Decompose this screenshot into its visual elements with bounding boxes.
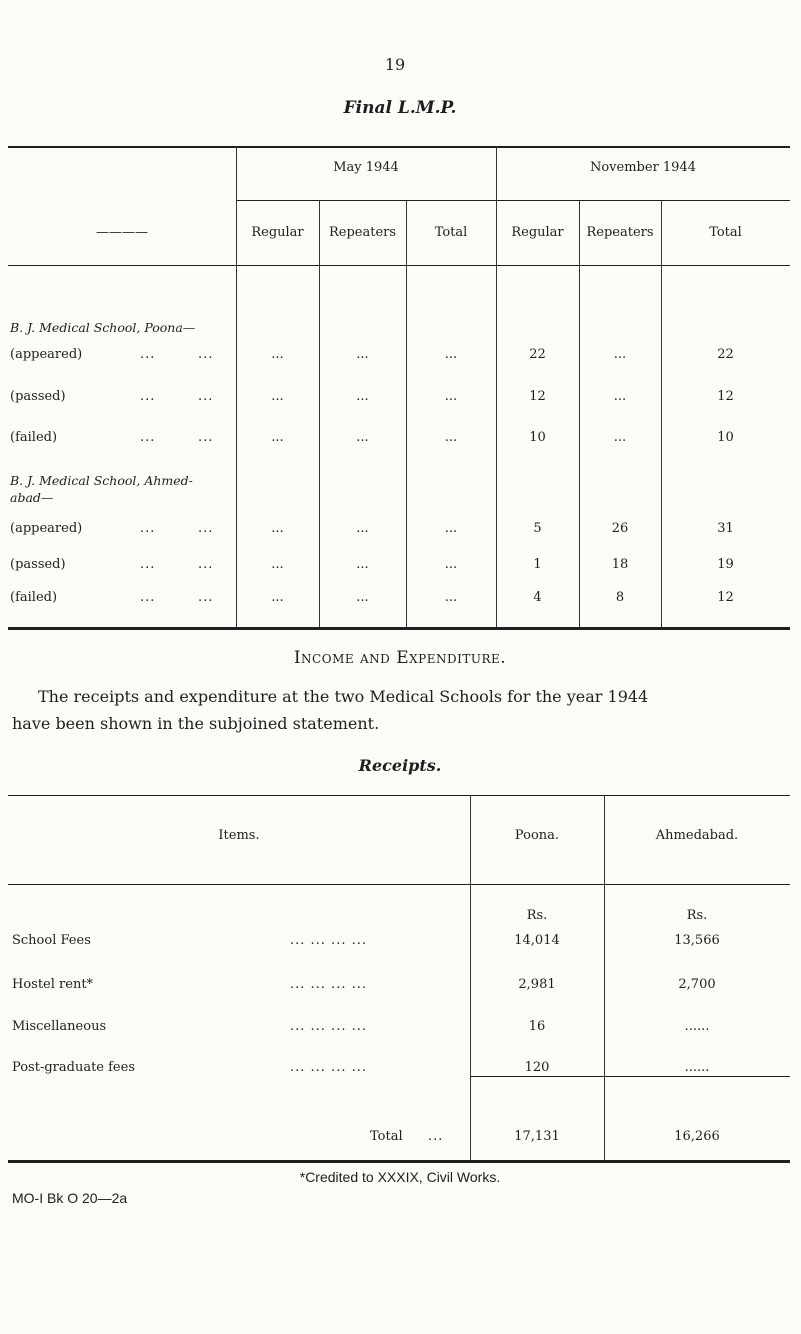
cell: ... [271, 389, 284, 404]
row-leader: ... [140, 557, 156, 572]
cell: 8 [615, 590, 625, 605]
cell: ... [613, 389, 627, 404]
subheader-repeaters: Repeaters [328, 225, 397, 240]
print-mark: MO-I Bk O 20—2a [12, 1190, 128, 1206]
row-leader: ... ... ... ... [290, 933, 367, 948]
poona-value: 120 [524, 1060, 550, 1075]
cell: 5 [533, 521, 542, 536]
item-label: School Fees [12, 933, 91, 948]
subheader-total: Total [709, 225, 742, 240]
cell: 22 [717, 347, 734, 362]
period-header-may-1944: May 1944 [333, 160, 399, 175]
poona-value: 16 [528, 1019, 546, 1034]
row-leader: ... ... ... ... [290, 1019, 367, 1034]
cell: ... [613, 430, 627, 445]
poona-value: 2,981 [518, 977, 556, 992]
intro-line-1: The receipts and expenditure at the two Medical Schools for the year 1944 [38, 687, 649, 706]
row-label: (passed) [10, 557, 66, 572]
cell: ... [356, 590, 369, 605]
ahmedabad-value: 13,566 [674, 933, 720, 948]
cell: ... [356, 557, 369, 572]
cell: ... [356, 389, 369, 404]
footnote: *Credited to XXXIX, Civil Works. [299, 1169, 501, 1185]
row-leader: ... [198, 590, 214, 605]
page-number: 19 [384, 55, 406, 74]
section-title: Final L.M.P. [343, 98, 457, 118]
ahmedabad-total: 16,266 [674, 1129, 720, 1144]
ahmedabad-value: ...... [684, 1019, 710, 1034]
item-label: Hostel rent* [12, 977, 94, 992]
row-leader: ... [140, 521, 156, 536]
intro-line-2: have been shown in the subjoined statement. [12, 714, 380, 733]
cell: ... [444, 389, 458, 404]
cell: ... [444, 347, 458, 362]
period-header-nov-1944: November 1944 [589, 160, 696, 175]
ahmedabad-value: ...... [684, 1060, 710, 1075]
cell: 26 [611, 521, 629, 536]
cell: 22 [529, 347, 546, 362]
header-ahmedabad: Ahmedabad. [655, 828, 739, 843]
row-label: (failed) [10, 430, 58, 445]
cell: ... [271, 347, 284, 362]
row-leader: ... [198, 557, 214, 572]
cell: ... [444, 590, 458, 605]
header-poona: Poona. [514, 828, 560, 843]
receipts-heading: Receipts. [358, 756, 442, 775]
ahmedabad-value: 2,700 [678, 977, 716, 992]
poona-total: 17,131 [514, 1129, 560, 1144]
cell: ... [271, 557, 284, 572]
cell: 19 [717, 557, 734, 572]
cell: 18 [611, 557, 629, 572]
row-label: (appeared) [10, 347, 83, 362]
cell: ... [271, 521, 284, 536]
cell: 4 [533, 590, 542, 605]
group-title-ahmedabad-cont: abad— [10, 490, 54, 505]
currency-ahmedabad: Rs. [686, 908, 708, 923]
cell: ... [356, 430, 369, 445]
cell: ... [444, 430, 458, 445]
cell: 12 [717, 590, 734, 605]
cell: 10 [529, 430, 546, 445]
cell: 10 [717, 430, 734, 445]
cell: ... [271, 430, 284, 445]
cell: ... [271, 590, 284, 605]
row-label: (failed) [10, 590, 58, 605]
row-leader: ... [428, 1129, 444, 1144]
subheader-regular: Regular [511, 225, 564, 240]
exam-corner-mark: ———— [96, 225, 148, 240]
group-title-poona: B. J. Medical School, Poona— [10, 320, 196, 335]
cell: ... [613, 347, 627, 362]
row-label: (appeared) [10, 521, 83, 536]
subheader-repeaters: Repeaters [586, 225, 654, 240]
group-title-ahmedabad: B. J. Medical School, Ahmed- [10, 473, 193, 488]
header-items: Items. [218, 828, 260, 843]
income-heading: Income and Expenditure. [293, 648, 507, 668]
cell: 12 [529, 389, 546, 404]
row-leader: ... ... ... ... [290, 977, 367, 992]
row-leader: ... [198, 347, 214, 362]
row-label: (passed) [10, 389, 66, 404]
item-label: Post-graduate fees [12, 1060, 135, 1075]
total-label: Total [370, 1129, 403, 1144]
row-leader: ... [198, 430, 214, 445]
subheader-total: Total [434, 225, 468, 240]
poona-value: 14,014 [514, 933, 560, 948]
row-leader: ... [140, 590, 156, 605]
item-label: Miscellaneous [12, 1019, 107, 1034]
cell: ... [356, 521, 369, 536]
cell: ... [356, 347, 369, 362]
currency-poona: Rs. [526, 908, 548, 923]
cell: 31 [717, 521, 734, 536]
row-leader: ... ... ... ... [290, 1060, 367, 1075]
subheader-regular: Regular [251, 225, 304, 240]
cell: 12 [717, 389, 734, 404]
cell: ... [444, 557, 458, 572]
row-leader: ... [140, 430, 156, 445]
row-leader: ... [140, 347, 156, 362]
row-leader: ... [198, 521, 214, 536]
row-leader: ... [140, 389, 156, 404]
cell: 1 [533, 557, 542, 572]
cell: ... [444, 521, 458, 536]
row-leader: ... [198, 389, 214, 404]
